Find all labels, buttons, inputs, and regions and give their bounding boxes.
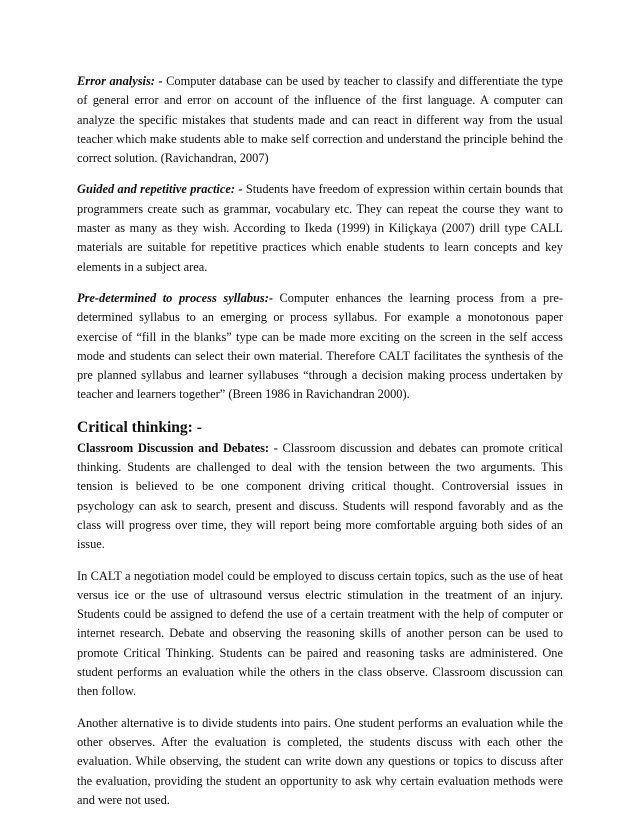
syllabus-text: Computer enhances the learning process from a pre-determined syllabus to an emerging or process syllabus. For example a monotonous paper exercise of “fill in the blanks” type can be made more exciting on the screen in the self access mode and students can select their own material. Therefore CALT facilitates the synthesis of the pre planned syllabus and learner syllabuses “through a decision making process undertaken by teacher and learners together” (Breen 1986 in Ravichandran 2000). bbox=[77, 290, 563, 402]
negotiation-model-paragraph: In CALT a negotiation model could be employed to discuss certain topics, such as the use of heat versus ice or the use of ultrasound versus electric stimulation in the treatment of an injury. Students could be assigned to defend the use of a certain treatment with the help of computer or internet research. Debate and observing the reasoning skills of another person can be used to promote Critical Thinking. Students can be paired and reasoning tasks are administered. One student performs an evaluation while the others in the class observe. Classroom discussion can then follow. bbox=[77, 568, 563, 699]
classroom-discussion-heading: Classroom Discussion and Debates: - bbox=[77, 440, 278, 455]
classroom-discussion-paragraph bbox=[77, 439, 563, 555]
critical-thinking-heading: Critical thinking: - bbox=[77, 418, 202, 436]
error-analysis-heading: Error analysis: - bbox=[77, 74, 163, 88]
classroom-discussion-text: Classroom discussion and debates can promote critical thinking. Students are challenged to deal with the tension between the two arguments. This tension is believed to be one component driving critical thought. Controversial issues in psychology can ask to search, present and discuss. Students will respond favorably and as the class will progress over time, they will report being more comfortable arguing both sides of an issue. bbox=[77, 440, 563, 552]
guided-practice-text: Students have freedom of expression within certain bounds that programmers create such as grammar, vocabulary etc. They can repeat the course they want to master as many as they wish. According to Ikeda (1999) in Kiliçkaya (2007) drill type CALL materials are suitable for repetitive practices which enable students to learn concepts and key elements in a subject area. bbox=[77, 182, 564, 274]
pairs-alternative-paragraph: Another alternative is to divide students into pairs. One student performs an evaluation while the other observes. After the evaluation is completed, the students discuss with each other the evaluation. While observing, the student can write down any questions or topics to discuss after the evaluation, providing the student an opportunity to ask why certain evaluation methods were and were not used. bbox=[77, 715, 563, 807]
error-analysis-text: Computer database can be used by teacher to classify and differentiate the type of general error and error on account of the influence of the first language. A computer can analyze the specific mistakes that students made and can react in different way from the usual teacher which make students able to make self correction and understand the principle behind the correct solution. (Ravichandran, 2007) bbox=[77, 74, 563, 166]
syllabus-heading: Pre-determined to process syllabus:- bbox=[77, 290, 273, 305]
document-page bbox=[77, 72, 563, 810]
guided-practice-paragraph bbox=[77, 180, 563, 276]
error-analysis-paragraph bbox=[77, 72, 563, 168]
guided-practice-heading: Guided and repetitive practice: - bbox=[77, 182, 243, 197]
syllabus-paragraph bbox=[77, 289, 563, 405]
